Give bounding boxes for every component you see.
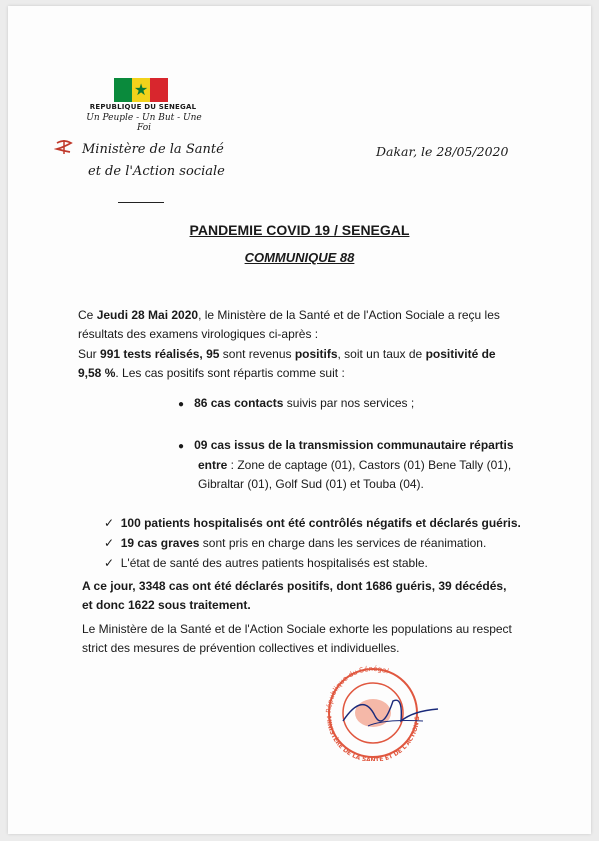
bullet-text: suivis par nos services ; [283, 396, 415, 410]
national-motto: Un Peuple - Un But - Une Foi [86, 113, 202, 133]
tests-count: 991 tests réalisés, 95 [100, 347, 220, 361]
ministry-line-1: Ministère de la Santé [82, 142, 224, 157]
results-text: positivité de [425, 347, 496, 361]
check-text: sont pris en charge dans les services de réanimation. [199, 536, 487, 550]
intro-line-2: résultats des examens virologiques ci-après : [78, 327, 319, 341]
results-text: sont revenus [219, 347, 295, 361]
ministry-name [82, 139, 282, 183]
checkmark-icon: ✓ [104, 536, 115, 550]
bullet-item [178, 436, 514, 494]
intro-text: , le Ministère de la Santé et de l'Action Sociale a reçu les [198, 308, 500, 322]
bullet-icon: ● [178, 441, 185, 452]
check-item [104, 554, 428, 573]
community-cases: 09 cas issus de la transmission communautaire répartis [194, 438, 514, 452]
bullet-icon: ● [178, 399, 185, 410]
intro-date: Jeudi 28 Mai 2020 [96, 308, 199, 322]
intro-line-1 [78, 306, 500, 325]
summary-text: A ce jour, 3348 cas ont été déclarés positifs, dont 1686 guéris, 39 décédés, [82, 579, 507, 593]
check-item [104, 514, 521, 533]
flag-star-icon: ★ [133, 80, 149, 99]
positivity-rate: 9,58 % [78, 366, 116, 380]
stamp-bottom-text: MINISTÈRE DE LA SANTÉ ET DE L'ACTION S [324, 715, 422, 761]
bullet-line-2 [178, 456, 514, 475]
summary-line-1 [82, 577, 506, 596]
results-text: . Les cas positifs sont répartis comme suit : [115, 366, 345, 380]
summary-paragraph [82, 577, 506, 615]
results-text: positifs [294, 347, 338, 361]
check-item [104, 534, 486, 553]
summary-text: et donc 1622 sous traitement. [82, 598, 251, 612]
official-stamp [313, 661, 443, 761]
closing-line-1: Le Ministère de la Santé et de l'Action Sociale exhorte les populations au respect [82, 622, 512, 636]
checkmark-icon: ✓ [104, 516, 115, 530]
severe-cases: 19 cas graves [120, 536, 200, 550]
checkmark-icon: ✓ [104, 556, 115, 570]
ministry-line-2: et de l'Action sociale [88, 164, 225, 179]
bullet-item [178, 394, 414, 414]
recovered-patients: 100 patients hospitalisés ont été contrôlés négatifs et déclarés guéris. [120, 516, 521, 530]
senegal-flag-icon [114, 78, 168, 102]
intro-paragraph [78, 306, 500, 344]
results-text: , soit un taux de [337, 347, 426, 361]
snake-staff-icon [54, 139, 74, 155]
communique-number: COMMUNIQUE 88 [244, 250, 355, 265]
closing-line-2: strict des mesures de prévention collectives et individuelles. [82, 641, 400, 655]
ministry-divider [118, 202, 164, 203]
country-name: REPUBLIQUE DU SENEGAL [89, 103, 197, 111]
check-text: L'état de santé des autres patients hospitalisés est stable. [120, 556, 428, 570]
bullet-text: : Zone de captage (01), Castors (01) Bene Tally (01), [227, 458, 512, 472]
closing-paragraph [82, 620, 512, 658]
page-title: PANDEMIE COVID 19 / SENEGAL [189, 222, 410, 238]
results-line-1 [78, 345, 496, 364]
summary-line-2 [82, 596, 506, 615]
results-text: Sur [78, 347, 101, 361]
document-date: Dakar, le 28/05/2020 [376, 144, 509, 159]
bullet-text: entre [198, 458, 228, 472]
bullet-line-3: Gibraltar (01), Golf Sud (01) et Touba (04). [198, 477, 424, 491]
contact-cases: 86 cas contacts [194, 396, 284, 410]
stamp-top-text: République du Sénégal [324, 664, 390, 714]
document-page [8, 6, 591, 834]
results-line-2 [78, 364, 496, 383]
results-paragraph [78, 345, 496, 383]
intro-text: Ce [78, 308, 97, 322]
bullet-line-1 [178, 436, 514, 456]
